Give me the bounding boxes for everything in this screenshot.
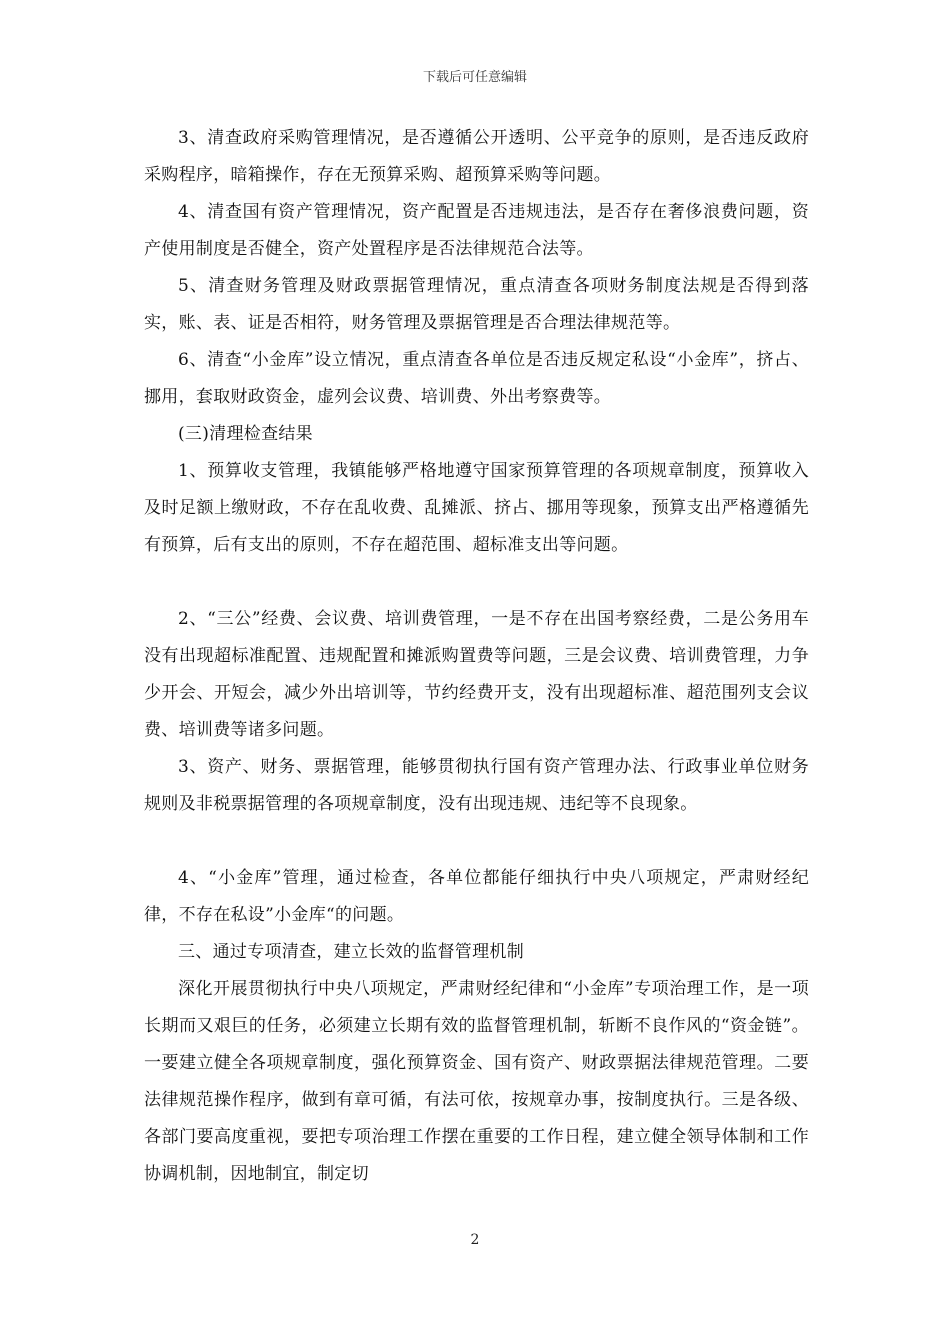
paragraph-budget-results: 1、预算收支管理，我镇能够严格地遵守国家预算管理的各项规章制度，预算收入及时足额上缴财政，不存在乱收费、乱摊派、挤占、挪用等现象，预算支出严格遵循先有预算，后有支出的原则，不存在超范围、超标准支出等问题。 xyxy=(144,461,809,555)
section-heading-results: (三)清理检查结果 xyxy=(178,424,313,444)
document-body xyxy=(144,120,809,1193)
paragraph-slush-fund-check: 6、清查“小金库”设立情况，重点清查各单位是否违反规定私设“小金库”，挤占、挪用，套取财政资金，虚列会议费、培训费、外出考察费等。 xyxy=(144,350,809,407)
paragraph-three-public-expenses: 2、“三公”经费、会议费、培训费管理，一是不存在出国考察经费，二是公务用车没有出现超标准配置、违规配置和摊派购置费等问题，三是会议费、培训费管理，力争少开会、开短会，减少外出培训等，节约经费开支，没有出现超标准、超范围列支会议费、培训费等诸多问题。 xyxy=(144,609,809,740)
section-heading-mechanism: 三、通过专项清查，建立长效的监督管理机制 xyxy=(178,942,524,962)
paragraph-assets-finance-bills: 3、资产、财务、票据管理，能够贯彻执行国有资产管理办法、行政事业单位财务规则及非税票据管理的各项规章制度，没有出现违规、违纪等不良现象。 xyxy=(144,757,809,814)
paragraph-slush-fund-results: 4、“小金库”管理，通过检查，各单位都能仔细执行中央八项规定，严肃财经纪律，不存在私设”小金库“的问题。 xyxy=(144,868,809,925)
paragraph-procurement-check: 3、清查政府采购管理情况，是否遵循公开透明、公平竞争的原则，是否违反政府采购程序，暗箱操作，存在无预算采购、超预算采购等问题。 xyxy=(144,128,809,185)
page-number: 2 xyxy=(470,1232,480,1248)
paragraph-finance-bills-check: 5、清查财务管理及财政票据管理情况，重点清查各项财务制度法规是否得到落实，账、表、证是否相符，财务管理及票据管理是否合理法律规范等。 xyxy=(144,276,809,333)
paragraph-long-term-mechanism: 深化开展贯彻执行中央八项规定，严肃财经纪律和“小金库”专项治理工作，是一项长期而又艰巨的任务，必须建立长期有效的监督管理机制，斩断不良作风的“资金链”。一要建立健全各项规章制度，强化预算资金、国有资产、财政票据法律规范管理。二要法律规范操作程序，做到有章可循，有法可依，按规章办事，按制度执行。三是各级、各部门要高度重视，要把专项治理工作摆在重要的工作日程，建立健全领导体制和工作协调机制，因地制宜，制定切 xyxy=(144,979,809,1184)
page-header: 下载后可任意编辑 xyxy=(422,70,527,85)
paragraph-state-assets-check: 4、清查国有资产管理情况，资产配置是否违规违法，是否存在奢侈浪费问题，资产使用制度是否健全，资产处置程序是否法律规范合法等。 xyxy=(144,202,809,259)
